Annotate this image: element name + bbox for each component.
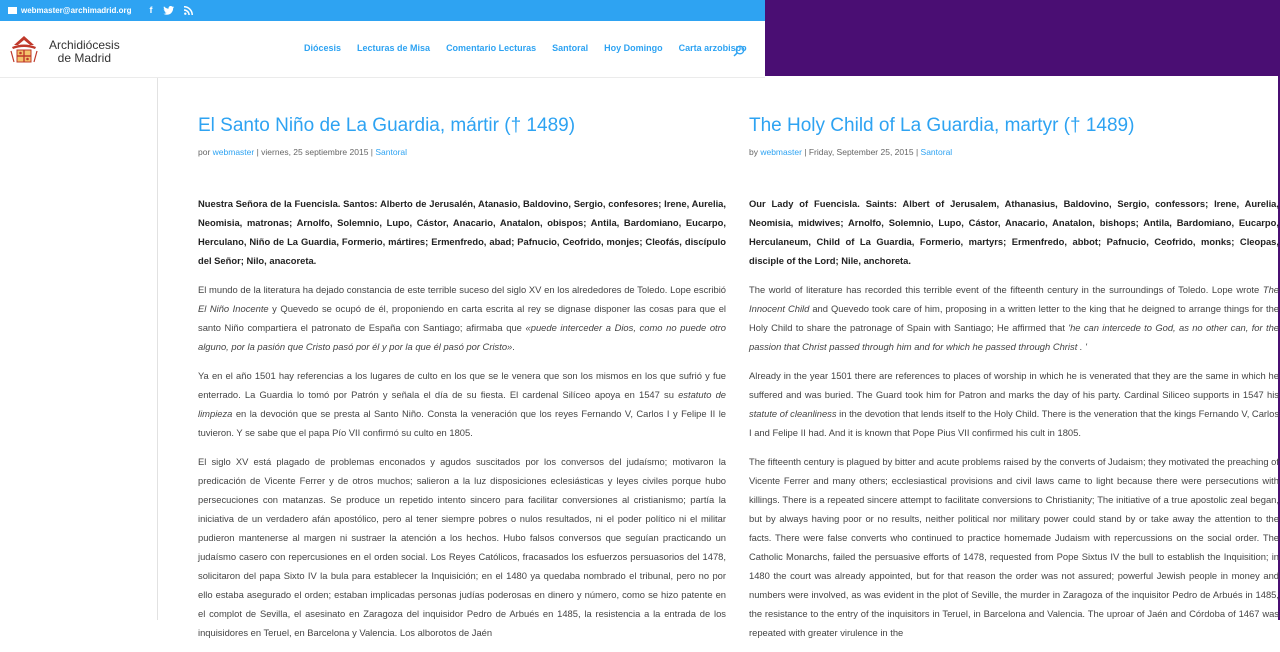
rss-icon[interactable]: [184, 2, 193, 20]
article-title-es[interactable]: El Santo Niño de La Guardia, mártir († 1489): [198, 115, 576, 136]
article-body-en: [749, 194, 1279, 652]
top-bar: [0, 0, 765, 21]
twitter-icon[interactable]: [163, 2, 174, 20]
paragraph-1-en: [749, 280, 1279, 356]
text-span: The world of literature has recorded this terrible event of the fifteenth century in the surroundings of Toledo. Lope wrote: [749, 284, 1263, 295]
logo-line-2: de Madrid: [57, 50, 112, 65]
text-span: y Quevedo se ocupó de él, proponiendo en carta escrita al rey se dignase disponer las cosas para que el santo Niño compartiera el patronato de España con Santiago; afirmaba que: [198, 303, 726, 333]
italic-term: statute of cleanliness: [749, 408, 837, 419]
nav-item-carta-arzobispo[interactable]: Carta arzobispo: [678, 43, 747, 53]
author-link-es[interactable]: webmaster: [212, 147, 255, 157]
meta-by-es: por: [198, 147, 213, 157]
article-body-es: [198, 194, 726, 652]
text-span: .: [512, 341, 515, 352]
nav-item-hoy-domingo[interactable]: Hoy Domingo: [604, 43, 663, 53]
book-title: The Innocent Child: [749, 284, 1279, 314]
paragraph-2-es: [198, 366, 726, 442]
purple-background: [765, 0, 1280, 76]
text-span: Already in the year 1501 there are references to places of worship in which he is venerated that they are the same in which he suffered and was buried. The Guard took him for Patron and marks the day of his party. Cardinal Siliceo supports in 1547 his: [749, 370, 1279, 400]
meta-date-en: | Friday, September 25, 2015 |: [801, 147, 921, 157]
facebook-icon[interactable]: f: [149, 5, 153, 15]
paragraph-2-en: [749, 366, 1279, 442]
nav-item-diocesis[interactable]: Diócesis: [304, 43, 342, 53]
nav-item-santoral[interactable]: Santoral: [552, 43, 589, 53]
logo-line-1: Archidiócesis: [49, 37, 120, 52]
saints-of-day-en: Our Lady of Fuencisla. Saints: Albert of Jerusalem, Athanasius, Baldovino, Sergio, confessors; Irene, Aurelia, Neomisia, midwives; Arnolfo, Solemnio, Lupo, Cástor, Anacario, Anatalon, bishops; Antila, Bardomiano, Eucarpo, Herculaneum, Child of La Guardia, Formerio, martyrs; Ermenfredo, abbot; Pafnucio, Ceofrido, monks; Cleopas, disciple of the Lord; Nile, anchoreta.: [749, 198, 1279, 266]
post-meta-es: [198, 147, 407, 157]
email-text: webmaster@archimadrid.org: [21, 6, 132, 15]
meta-date-es: | viernes, 25 septiembre 2015 |: [254, 147, 376, 157]
quote: 'he can intercede to God, as no other can, for the passion that Christ passed through him and for which he passed through Christ . ': [749, 322, 1279, 352]
email-link[interactable]: [8, 6, 132, 15]
nav-item-lecturas-de-misa[interactable]: Lecturas de Misa: [357, 43, 431, 53]
site-logo[interactable]: [8, 33, 120, 70]
book-title: El Niño Inocente: [198, 303, 269, 314]
italic-term: estatuto de limpieza: [198, 389, 726, 419]
paragraph-1-es: [198, 280, 726, 356]
paragraph-3-en: The fifteenth century is plagued by bitter and acute problems raised by the converts of Judaism; they motivated the preaching of Vicente Ferrer and many others; ecclesiastical provisions and civil laws came to light because there were persecutions with killings. There is a repeated sincere attempt to facilitate conversions to Christianity; The initiative of a true apostolic zeal began, but by always having poor or no results, neither political nor military power could stand by or take away the attention to the facts. There were false converts who continued to practice homemade Judaism with repercussions on the social order. The Catholic Monarchs, failed the persuasive efforts of 1478, requested from Pope Sixtus IV the bull to establish the Inquisition; in 1480 the court was already appointed, but for that reason the order was not assured; powerful Jewish people in money and numbers were involved, as was evident in the plot of Seville, the murder in Zaragoza of the inquisitor Pedro de Arbués in 1485, the resistance to the entry of the inquisitors in Teruel, in Barcelona and Valencia. The uproar of Jaén and Córdoba of 1467 was repeated with greater virulence in the: [749, 456, 1279, 638]
category-link-es[interactable]: Santoral: [375, 147, 408, 157]
author-link-en[interactable]: webmaster: [760, 147, 802, 157]
main-nav: [304, 43, 763, 53]
text-span: El mundo de la literatura ha dejado constancia de este terrible suceso del siglo XV en los alrededores de Toledo. Lope escribió: [198, 284, 726, 295]
saints-of-day-es: Nuestra Señora de la Fuencisla. Santos: Alberto de Jerusalén, Atanasio, Baldovino, Sergio, confesores; Irene, Aurelia, Neomisia, matronas; Arnolfo, Solemnio, Lupo, Cástor, Anacario, Anatalon, obispos; Antila, Bardomiano, Eucarpo, Herculano, Niño de La Guardia, Formerio, mártires; Ermenfredo, abad; Pafnucio, Ceofrido, monjes; Cleofás, discípulo del Señor; Nilo, anacoreta.: [198, 198, 726, 266]
search-icon[interactable]: [733, 44, 745, 62]
envelope-icon: [8, 7, 17, 14]
archdiocese-crest-icon: [8, 33, 40, 70]
site-header: [0, 21, 765, 77]
text-span: en la devoción que se presta al Santo Niño. Consta la veneración que los reyes Fernando V, Carlos I y Felipe II le tuvieron. Y se sabe que el papa Pío VII confirmó su culto en 1805.: [198, 408, 726, 438]
nav-item-comentario-lecturas[interactable]: Comentario Lecturas: [446, 43, 537, 53]
paragraph-3-es: El siglo XV está plagado de problemas enconados y agudos suscitados por los conversos del judaísmo; motivaron la predicación de Vicente Ferrer y de otros muchos; salieron a la luz disposiciones eclesiásticas y leyes civiles porque hubo persecuciones con matanzas. Se produce un repetido intento sincero para facilitar conversiones al cristianismo; partía la iniciativa de un verdadero afán apostólico, pero al tener siempre pobres o nulos resultados, ni el poder político ni el militar pudieron mantenerse al margen ni sustraer la atención a los hechos. Hubo falsos conversos que seguían practicando un judaísmo casero con repercusiones en el orden social. Los Reyes Católicos, fracasados los esfuerzos persuasorios del 1478, solicitaron del papa Sixto IV la bula para establecer la Inquisición; en el 1480 ya quedaba nombrado el tribunal, pero no por ello estaba asegurado el orden; estaban implicadas personas judías poderosas en dinero y número, como se hizo patente en el complot de Sevilla, el asesinato en Zaragoza del inquisidor Pedro de Arbués en 1485, la resistencia a la entrada de los inquisidores en Teruel, en Barcelona y Valencia. Los alborotos de Jaén: [198, 456, 726, 638]
article-title-en[interactable]: The Holy Child of La Guardia, martyr († 1489): [749, 115, 1135, 136]
meta-by-en: by: [749, 147, 761, 157]
quote: «puede interceder a Dios, como no puede otro alguno, por la pasión que Cristo pasó por él y por la que él pasó por Cristo»: [198, 322, 726, 352]
text-span: Ya en el año 1501 hay referencias a los lugares de culto en los que se le venera que son los mismos en los que sufrió y fue enterrado. La Guardia lo tomó por Patrón y señala el día de su fiesta. El cardenal Silíceo apoya en 1547 su: [198, 370, 726, 400]
category-link-en[interactable]: Santoral: [920, 147, 953, 157]
post-meta-en: [749, 147, 952, 157]
text-span: and Quevedo took care of him, proposing in a written letter to the king that he deigned to arrange things for the Holy Child to share the patronage of Spain with Santiago; He affirmed that: [749, 303, 1279, 333]
text-span: in the devotion that lends itself to the Holy Child. There is the veneration that the kings Fernando V, Carlos I and Felipe II had. And it is known that Pope Pius VII confirmed his cult in 1805.: [749, 408, 1280, 438]
